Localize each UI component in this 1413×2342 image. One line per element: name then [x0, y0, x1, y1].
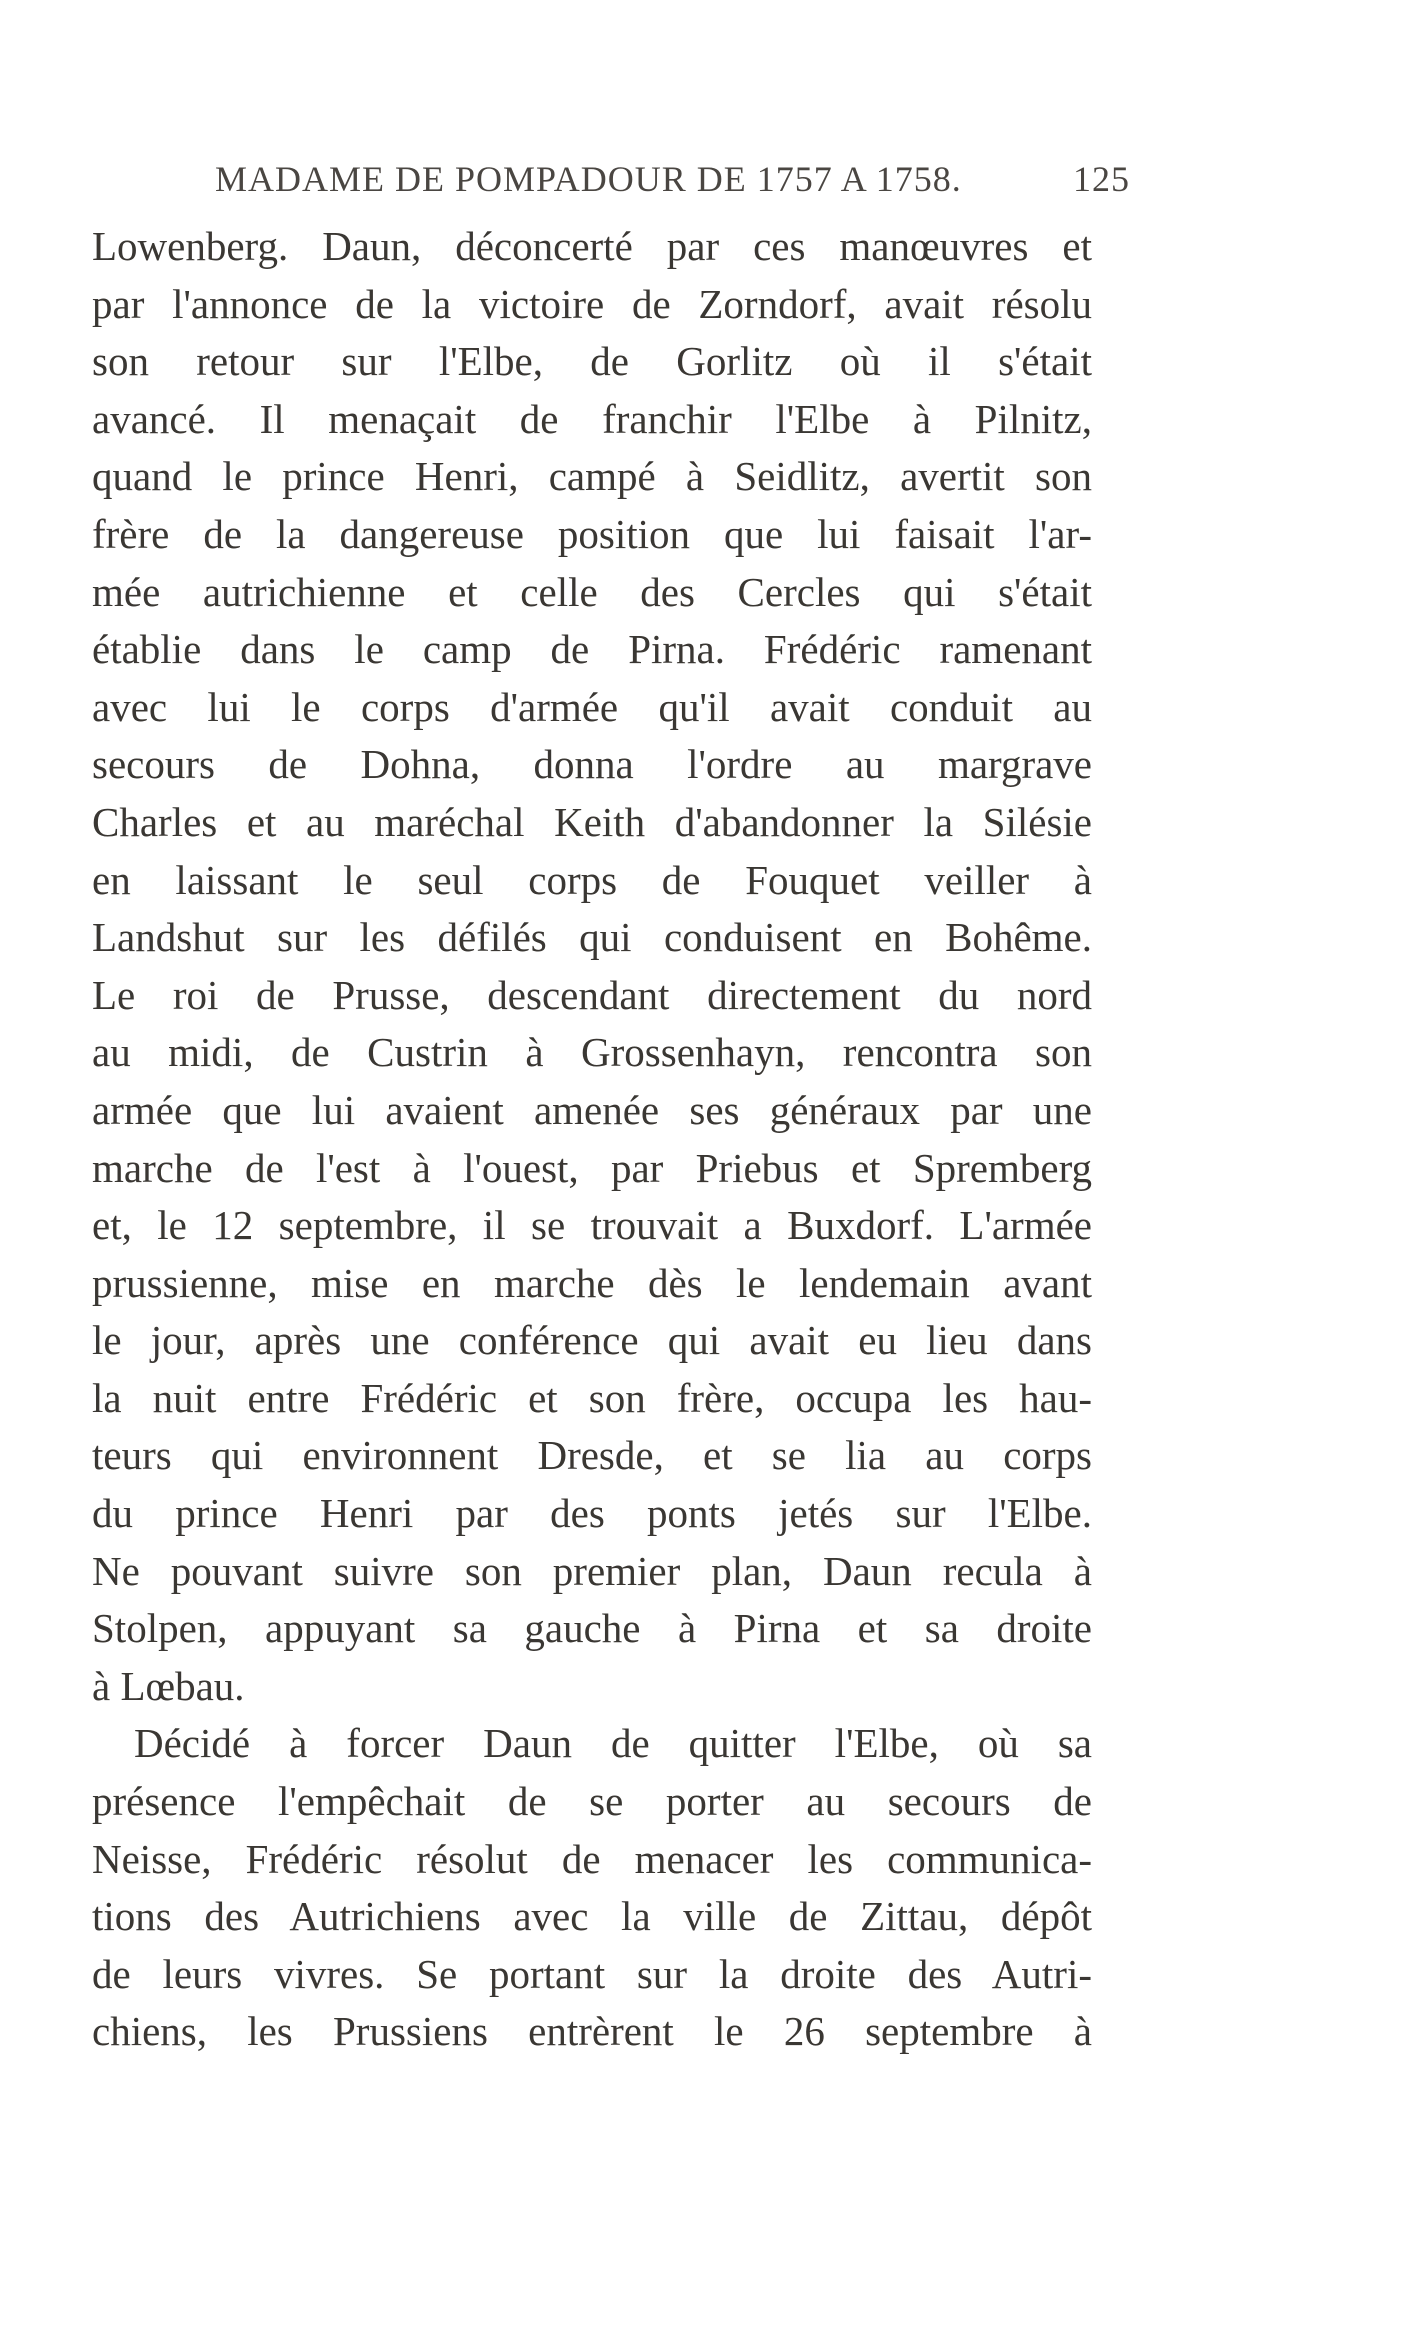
text-line: mée autrichienne et celle des Cercles qui s'était — [92, 568, 1092, 615]
text-line: marche de l'est à l'ouest, par Priebus et Spremberg — [92, 1144, 1092, 1191]
text-line: avancé. Il menaçait de franchir l'Elbe à Pilnitz, — [92, 395, 1092, 442]
text-line: chiens, les Prussiens entrèrent le 26 septembre à — [92, 2008, 1092, 2055]
text-line: Ne pouvant suivre son premier plan, Daun recula à — [92, 1547, 1092, 1594]
running-head — [215, 158, 1130, 206]
text-line: et, le 12 septembre, il se trouvait a Buxdorf. L'armée — [92, 1202, 1092, 1249]
paragraph — [92, 218, 1092, 1715]
text-line: Lowenberg. Daun, déconcerté par ces manœuvres et — [92, 223, 1092, 269]
text-line: de leurs vivres. Se portant sur la droite des Autri- — [92, 1950, 1092, 1997]
text-line: Le roi de Prusse, descendant directement du nord — [92, 971, 1092, 1018]
running-head-title: MADAME DE POMPADOUR DE 1757 A 1758. — [215, 159, 962, 199]
text-line: avec lui le corps d'armée qu'il avait conduit au — [92, 683, 1092, 730]
text-line: Neisse, Frédéric résolut de menacer les communica- — [92, 1835, 1092, 1882]
text-line: Décidé à forcer Daun de quitter l'Elbe, où sa — [134, 1720, 1092, 1767]
body-text — [92, 218, 1092, 2061]
text-line: tions des Autrichiens avec la ville de Zittau, dépôt — [92, 1893, 1092, 1940]
text-line: le jour, après une conférence qui avait eu lieu dans — [92, 1317, 1092, 1364]
text-line: armée que lui avaient amenée ses généraux par une — [92, 1086, 1092, 1133]
text-line: présence l'empêchait de se porter au secours de — [92, 1778, 1092, 1825]
text-line: frère de la dangereuse position que lui faisait l'ar- — [92, 510, 1092, 557]
text-line: au midi, de Custrin à Grossenhayn, rencontra son — [92, 1029, 1092, 1076]
text-line: Stolpen, appuyant sa gauche à Pirna et sa droite — [92, 1605, 1092, 1652]
text-line: teurs qui environnent Dresde, et se lia au corps — [92, 1432, 1092, 1479]
text-line: secours de Dohna, donna l'ordre au margrave — [92, 741, 1092, 788]
text-line: Charles et au maréchal Keith d'abandonner la Silésie — [92, 798, 1092, 845]
text-line: la nuit entre Frédéric et son frère, occupa les hau- — [92, 1374, 1092, 1421]
text-line: prussienne, mise en marche dès le lendemain avant — [92, 1259, 1092, 1306]
page-number: 125 — [1073, 159, 1130, 199]
text-line: à Lœbau. — [92, 1662, 245, 1709]
text-line: son retour sur l'Elbe, de Gorlitz où il s'était — [92, 338, 1092, 385]
text-line: par l'annonce de la victoire de Zorndorf, avait résolu — [92, 280, 1092, 327]
text-line: quand le prince Henri, campé à Seidlitz, avertit son — [92, 453, 1092, 500]
text-line: établie dans le camp de Pirna. Frédéric ramenant — [92, 626, 1092, 673]
text-line: Landshut sur les défilés qui conduisent en Bohême. — [92, 914, 1092, 961]
text-line: du prince Henri par des ponts jetés sur l'Elbe. — [92, 1490, 1092, 1537]
paragraph — [92, 1715, 1092, 2061]
text-line: en laissant le seul corps de Fouquet veiller à — [92, 856, 1092, 903]
